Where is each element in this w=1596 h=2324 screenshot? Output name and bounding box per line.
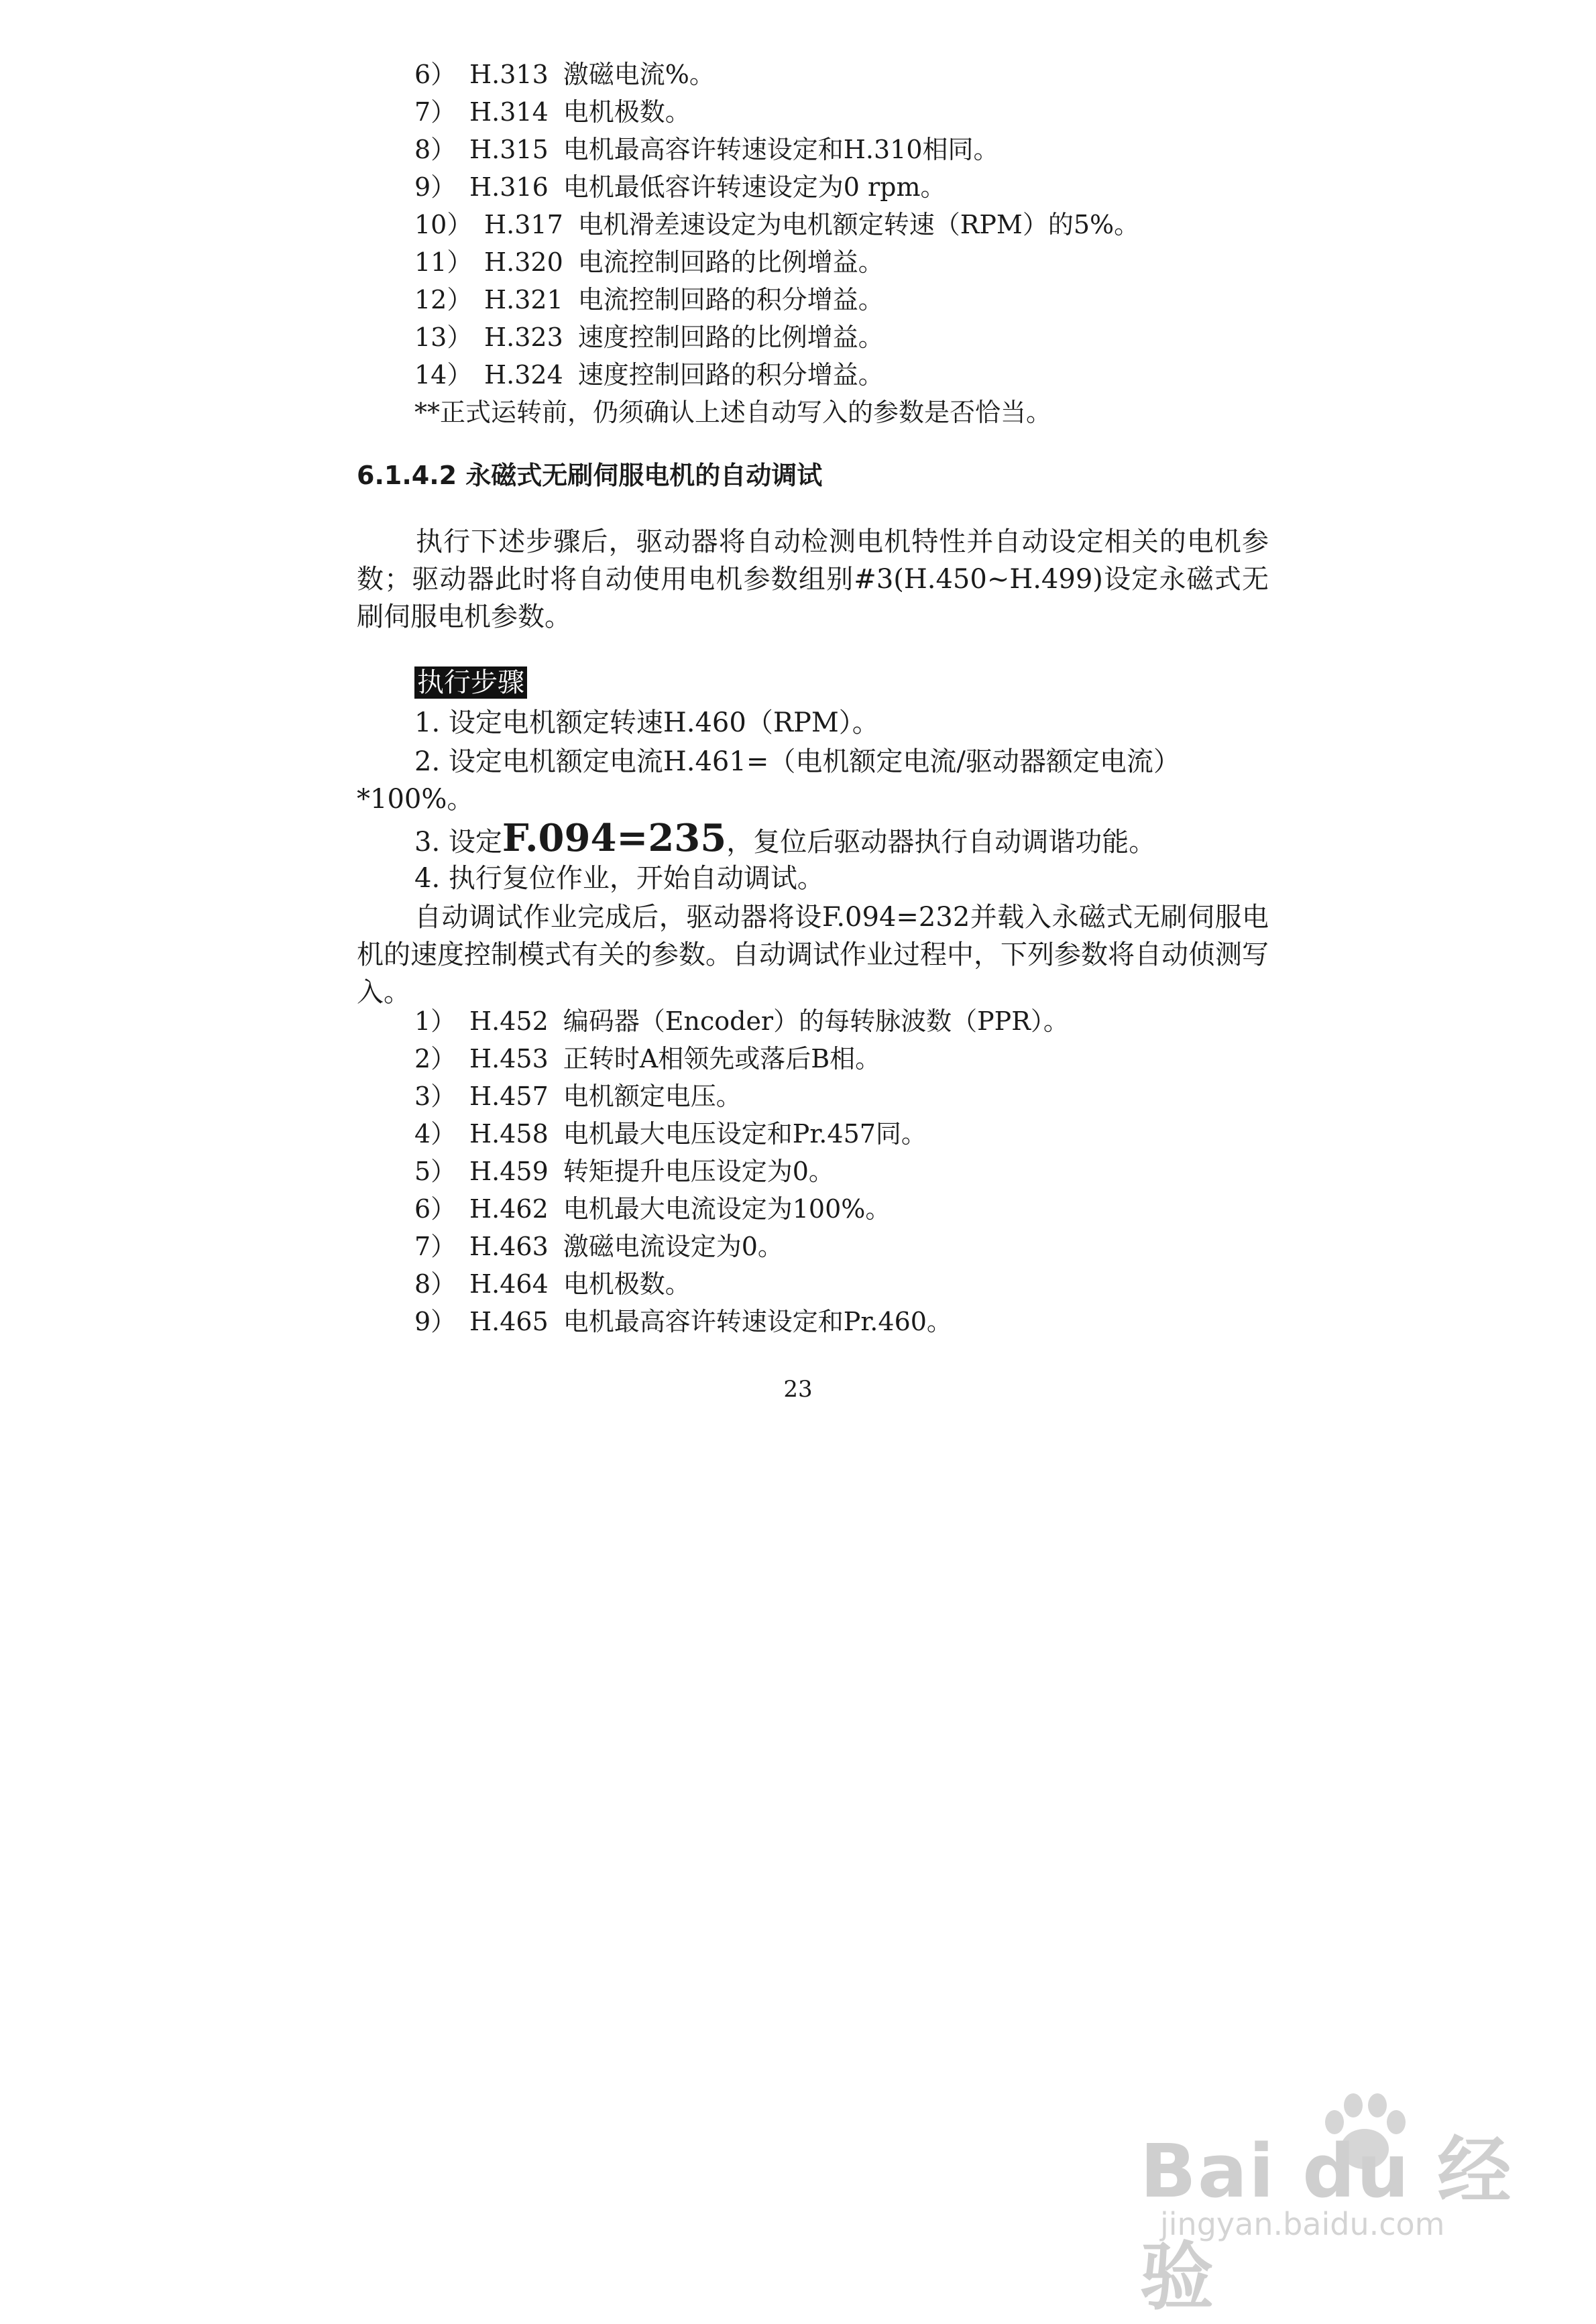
item-text: 电流控制回路的比例增益。 (577, 247, 884, 277)
item-text: 电机额定电压。 (563, 1082, 742, 1111)
param-code: H.324 (484, 360, 563, 390)
param-code: H.313 (469, 60, 549, 89)
item-text: 电机最大电流设定为100%。 (563, 1194, 891, 1224)
list-item (414, 325, 884, 350)
list-item (414, 1234, 783, 1259)
step-4: 4. 执行复位作业，开始自动调试。 (414, 863, 824, 894)
param-code: H.463 (469, 1232, 549, 1261)
after-text: 自动调试作业完成后，驱动器将设F.094=232并载入永磁式无刷伺服电机的速度控制模式有关的参数。自动调试作业过程中，下列参数将自动侦测写入。 (357, 902, 1269, 1008)
step-1: 1. 设定电机额定转速H.460（RPM）。 (414, 707, 879, 738)
step-3-value: F.094=235 (502, 816, 727, 860)
param-code: H.457 (469, 1082, 549, 1111)
item-text: 编码器（Encoder）的每转脉波数（PPR）。 (563, 1006, 1069, 1036)
list-item (414, 1084, 742, 1109)
param-code: H.459 (469, 1157, 549, 1186)
watermark (1140, 2112, 1569, 2320)
param-code: H.317 (484, 210, 563, 239)
param-code: H.464 (469, 1269, 549, 1299)
note: **正式运转前，仍须确认上述自动写入的参数是否恰当。 (414, 398, 1052, 427)
list-item (414, 1159, 834, 1184)
item-number: 5） (414, 1157, 457, 1186)
after-paragraph (357, 898, 1269, 1011)
param-code: H.315 (469, 135, 549, 164)
list-item (414, 1271, 691, 1297)
list-item (414, 1008, 1069, 1034)
list-item (414, 287, 884, 312)
param-code: H.321 (484, 285, 563, 314)
item-text: 电机滑差速设定为电机额定转速（RPM）的5%。 (577, 210, 1140, 239)
step-3-prefix: 3. 设定 (414, 827, 502, 858)
param-code: H.458 (469, 1119, 549, 1149)
item-number: 7） (414, 97, 457, 127)
item-text: 电机最大电压设定和Pr.457同。 (563, 1119, 927, 1149)
item-text: 正转时A相领先或落后B相。 (563, 1044, 881, 1073)
param-code: H.314 (469, 97, 549, 127)
item-number: 4） (414, 1119, 457, 1149)
list-item (414, 1121, 927, 1147)
item-number: 6） (414, 1194, 457, 1224)
item-text: 速度控制回路的比例增益。 (577, 323, 884, 352)
list-item (414, 362, 884, 388)
item-text: 激磁电流%。 (563, 60, 715, 89)
steps-label: 执行步骤 (414, 666, 527, 699)
item-number: 8） (414, 1269, 457, 1299)
item-text: 速度控制回路的积分增益。 (577, 360, 884, 390)
step-3-suffix: ，复位后驱动器执行自动调谐功能。 (726, 827, 1156, 858)
intro-text: 执行下述步骤后，驱动器将自动检测电机特性并自动设定相关的电机参数；驱动器此时将自动使用电机参数组别#3(H.450~H.499)设定永磁式无刷伺服电机参数。 (357, 526, 1269, 632)
item-number: 12） (414, 285, 473, 314)
item-text: 激磁电流设定为0。 (563, 1232, 783, 1261)
item-number: 6） (414, 60, 457, 89)
list-item (414, 62, 715, 87)
step-2 (357, 743, 1269, 818)
list-item (414, 137, 999, 162)
param-code: H.323 (484, 323, 563, 352)
list-item (414, 1309, 952, 1334)
item-number: 13） (414, 323, 473, 352)
list-item (414, 1196, 891, 1222)
item-text: 电机最低容许转速设定为0 rpm。 (563, 172, 946, 202)
list-item (414, 99, 691, 125)
param-code: H.453 (469, 1044, 549, 1073)
item-number: 10） (414, 210, 473, 239)
intro-paragraph (357, 523, 1269, 636)
item-number: 9） (414, 172, 457, 202)
param-code: H.452 (469, 1006, 549, 1036)
param-code: H.465 (469, 1307, 549, 1336)
item-number: 1） (414, 1006, 457, 1036)
item-number: 11） (414, 247, 473, 277)
param-code: H.462 (469, 1194, 549, 1224)
item-text: 电机最高容许转速设定和H.310相同。 (563, 135, 999, 164)
list-item (414, 249, 884, 275)
watermark-url: jingyan.baidu.com (1160, 2206, 1445, 2242)
item-text: 转矩提升电压设定为0。 (563, 1157, 834, 1186)
item-number: 7） (414, 1232, 457, 1261)
watermark-logo: Bai du 经验 (1140, 2128, 1513, 2320)
item-number: 8） (414, 135, 457, 164)
item-text: 电流控制回路的积分增益。 (577, 285, 884, 314)
item-text: 电机极数。 (563, 97, 691, 127)
section-heading: 6.1.4.2 永磁式无刷伺服电机的自动调试 (357, 461, 823, 490)
step-2-text: 2. 设定电机额定电流H.461=（电机额定电流/驱动器额定电流）*100%。 (357, 746, 1180, 815)
step-3 (414, 816, 1156, 860)
list-item (414, 174, 946, 200)
item-number: 3） (414, 1082, 457, 1111)
param-code: H.320 (484, 247, 563, 277)
item-text: 电机最高容许转速设定和Pr.460。 (563, 1307, 952, 1336)
list-item (414, 212, 1139, 237)
param-code: H.316 (469, 172, 549, 202)
page-number: 23 (783, 1376, 813, 1403)
item-number: 2） (414, 1044, 457, 1073)
list-item (414, 1046, 880, 1071)
item-number: 14） (414, 360, 473, 390)
item-number: 9） (414, 1307, 457, 1336)
item-text: 电机极数。 (563, 1269, 691, 1299)
